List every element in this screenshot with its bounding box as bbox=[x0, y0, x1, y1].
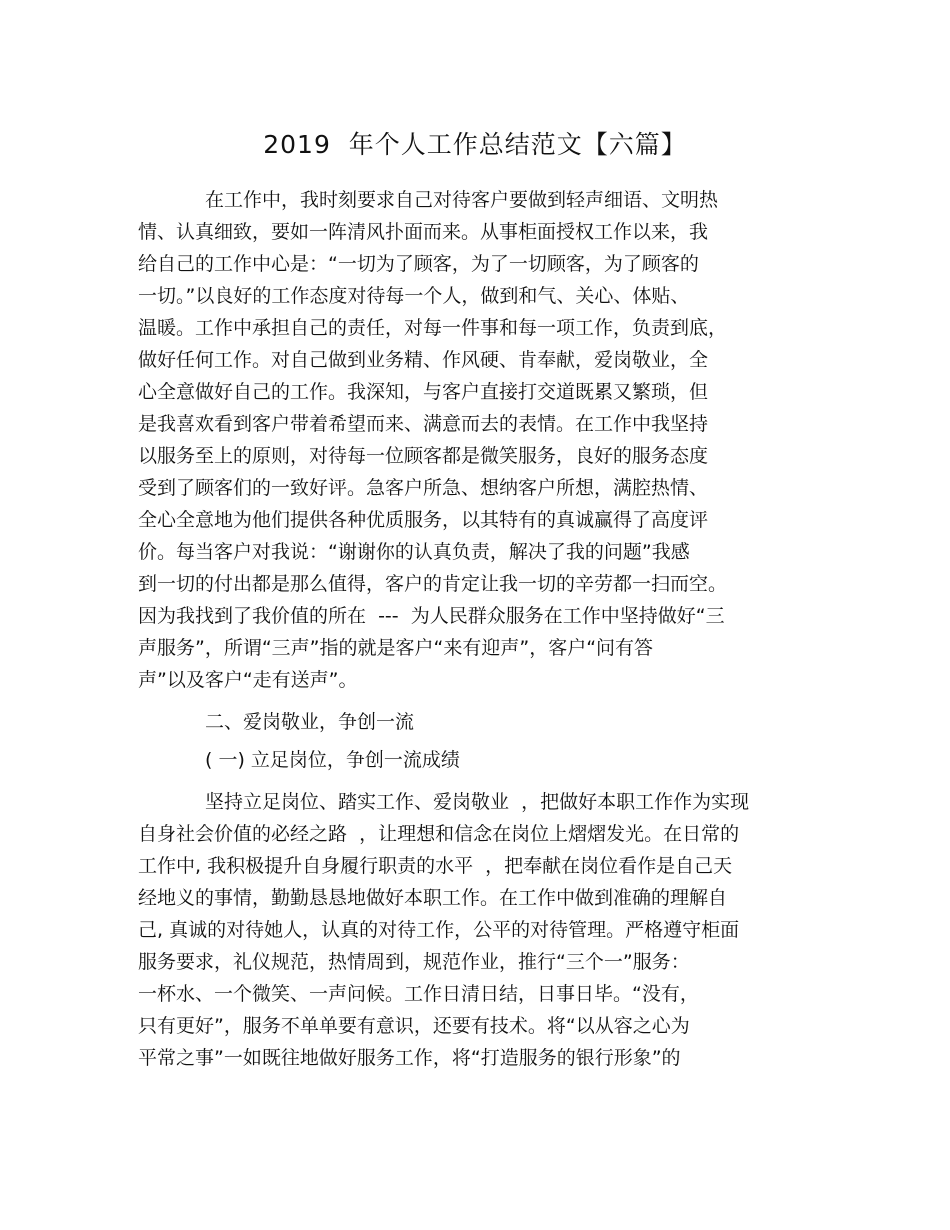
paragraph-line: 受到了顾客们的一致好评。急客户所急、想纳客户所想，满腔热情、 bbox=[138, 477, 709, 499]
paragraph-line: 声”以及客户“走有送声”。 bbox=[138, 669, 358, 691]
paragraph-line: 全心全意地为他们提供各种优质服务，以其特有的真诚赢得了高度评 bbox=[138, 509, 709, 531]
subsection-heading: ( 一) 立足岗位，争创一流成绩 bbox=[205, 749, 460, 771]
paragraph-line: 坚持立足岗位、踏实工作、爱岗敬业 ，把做好本职工作作为实现 bbox=[205, 791, 750, 813]
paragraph-line: 因为我找到了我价值的所在 --- 为人民群众服务在工作中坚持做好“三 bbox=[138, 605, 725, 627]
document-body bbox=[138, 184, 798, 1074]
paragraph-line: 声服务”，所谓“三声”指的就是客户“来有迎声”，客户“问有答 bbox=[138, 637, 654, 659]
paragraph-line: 给自己的工作中心是：“一切为了顾客，为了一切顾客，为了顾客的 bbox=[138, 253, 699, 275]
paragraph-line: 只有更好”，服务不单单要有意识，还要有技术。将“以从容之心为 bbox=[138, 1015, 690, 1037]
paragraph-line: 心全意做好自己的工作。我深知，与客户直接打交道既累又繁琐，但 bbox=[138, 381, 709, 403]
paragraph-line: 做好任何工作。对自己做到业务精、作风硬、肯奉献，爱岗敬业，全 bbox=[138, 349, 709, 371]
paragraph-line: 经地义的事情，勤勤恳恳地做好本职工作。在工作中做到准确的理解自 bbox=[138, 887, 728, 909]
paragraph-line: 温暖。工作中承担自己的责任，对每一件事和每一项工作，负责到底， bbox=[138, 317, 728, 339]
paragraph-line: 在工作中，我时刻要求自己对待客户要做到轻声细语、文明热 bbox=[205, 189, 719, 211]
section-heading: 二、爱岗敬业，争创一流 bbox=[205, 711, 415, 733]
paragraph-line: 到一切的付出都是那么值得，客户的肯定让我一切的辛劳都一扫而空。 bbox=[138, 573, 728, 595]
paragraph-line: 平常之事”一如既往地做好服务工作，将“打造服务的银行形象”的 bbox=[138, 1047, 681, 1069]
paragraph-line: 一切。”以良好的工作态度对待每一个人，做到和气、关心、体贴、 bbox=[138, 285, 690, 307]
paragraph-line: 自身社会价值的必经之路 ，让理想和信念在岗位上熠熠发光。在日常的 bbox=[138, 823, 740, 845]
paragraph-line: 是我喜欢看到客户带着希望而来、满意而去的表情。在工作中我坚持 bbox=[138, 413, 709, 435]
document-title: 2019 年个人工作总结范文【六篇】 bbox=[263, 130, 687, 159]
paragraph-line: 工作中, 我积极提升自身履行职责的水平 ，把奉献在岗位看作是自己天 bbox=[138, 855, 733, 877]
paragraph-line: 一杯水、一个微笑、一声问候。工作日清日结，日事日毕。“没有， bbox=[138, 983, 699, 1005]
paragraph-line: 己, 真诚的对待她人，认真的对待工作，公平的对待管理。严格遵守柜面 bbox=[138, 919, 740, 941]
paragraph-line: 以服务至上的原则，对待每一位顾客都是微笑服务，良好的服务态度 bbox=[138, 445, 709, 467]
paragraph-line: 情、认真细致，要如一阵清风扑面而来。从事柜面授权工作以来，我 bbox=[138, 221, 709, 243]
paragraph-line: 价。每当客户对我说：“谢谢你的认真负责，解决了我的问题”我感 bbox=[138, 541, 690, 563]
paragraph-line: 服务要求，礼仪规范，热情周到，规范作业，推行“三个一”服务： bbox=[138, 951, 690, 973]
